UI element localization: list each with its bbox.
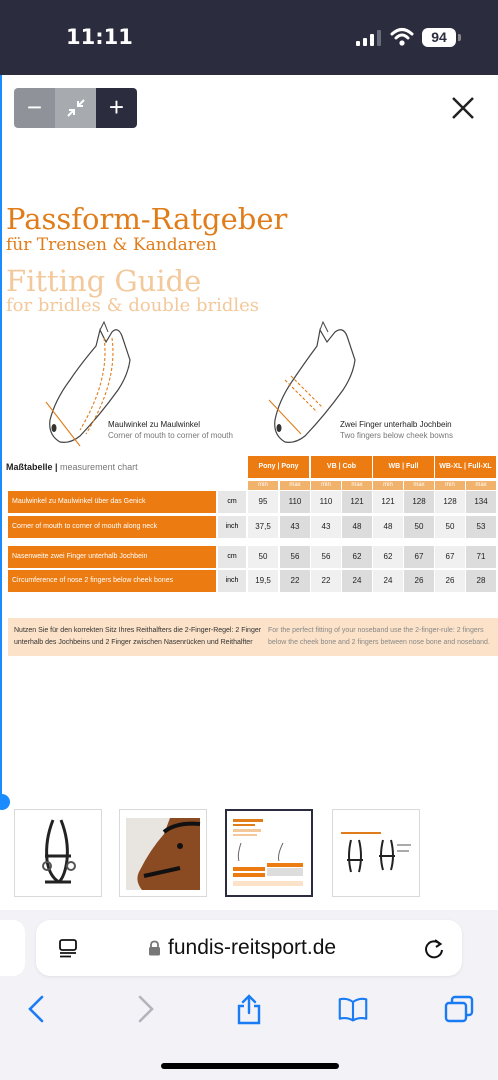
caption-2-en: Two fingers below cheek bowns	[340, 431, 453, 440]
table-cell: 67	[435, 546, 465, 568]
thumbnail-bridle[interactable]	[14, 809, 102, 897]
size-header: Pony | Pony	[248, 456, 309, 478]
guide-subtitle-en: for bridles & double bridles	[6, 295, 260, 316]
bookmarks-icon[interactable]	[338, 993, 368, 1025]
table-row-unit: cm	[218, 546, 246, 568]
battery-indicator: 94	[422, 28, 456, 47]
tabs-icon[interactable]	[444, 993, 474, 1025]
bridle-diagram-image	[333, 810, 419, 896]
caption-1-en: Corner of mouth to corner of mouth	[108, 431, 233, 440]
zoom-out-button[interactable]: −	[14, 88, 55, 128]
minmax-label: max	[342, 481, 372, 490]
table-cell: 56	[311, 546, 341, 568]
size-header: VB | Cob	[311, 456, 372, 478]
table-cell: 50	[248, 546, 278, 568]
two-finger-rule-note	[8, 618, 498, 656]
chart-subtitle: measurement chart	[60, 462, 138, 472]
table-cell: 121	[342, 491, 372, 513]
table-cell: 26	[435, 570, 465, 592]
minmax-label: min	[435, 481, 465, 490]
caption-2-de: Zwei Finger unterhalb Jochbein	[340, 420, 452, 429]
table-row-unit: cm	[218, 491, 246, 513]
minmax-label: max	[404, 481, 434, 490]
chart-title-de: Maßtabelle	[6, 462, 53, 472]
table-cell: 67	[404, 546, 434, 568]
table-cell: 37,5	[248, 516, 278, 538]
thumbnail-horse-photo[interactable]	[119, 809, 207, 897]
url-text[interactable]: fundis-reitsport.de	[168, 936, 337, 959]
status-time: 11:11	[66, 25, 133, 49]
close-icon[interactable]	[448, 93, 478, 123]
table-row-unit: inch	[218, 516, 246, 538]
wifi-icon	[390, 27, 414, 47]
table-row-label: Corner of mouth to corner of mouth along neck	[8, 516, 216, 538]
bridle-image	[15, 810, 101, 896]
forward-icon[interactable]	[130, 993, 160, 1025]
table-row-label: Maulwinkel zu Maulwinkel über das Genick	[8, 491, 216, 513]
minmax-label: min	[373, 481, 403, 490]
minmax-label: min	[248, 481, 278, 490]
home-indicator	[161, 1063, 339, 1069]
table-row-label: Nasenweite zwei Finger unterhalb Jochbein	[8, 546, 216, 568]
table-cell: 95	[248, 491, 278, 513]
fit-screen-button[interactable]	[55, 88, 96, 128]
table-cell: 43	[311, 516, 341, 538]
shrink-icon	[64, 96, 88, 120]
table-cell: 50	[435, 516, 465, 538]
table-cell: 19,5	[248, 570, 278, 592]
back-icon[interactable]	[22, 993, 52, 1025]
note-en: For the perfect fitting of your noseband use the 2-finger-rule: 2 fingers below the cheek bone and 2 fingers between nose bone and noseband.	[268, 627, 490, 646]
share-icon[interactable]	[234, 993, 264, 1025]
chart-title: Maßtabelle | measurement chart	[6, 462, 138, 472]
minmax-label: max	[280, 481, 310, 490]
table-cell: 22	[280, 570, 310, 592]
table-cell: 62	[373, 546, 403, 568]
previous-tab-pill[interactable]	[0, 920, 25, 976]
minmax-label: max	[466, 481, 496, 490]
table-row-unit: inch	[218, 570, 246, 592]
table-cell: 53	[466, 516, 496, 538]
table-cell: 110	[311, 491, 341, 513]
guide-title-de: Passform-Ratgeber	[6, 202, 288, 236]
table-cell: 24	[373, 570, 403, 592]
zoom-in-button[interactable]: +	[96, 88, 137, 128]
table-row-label: Circumference of nose 2 fingers below cheek bones	[8, 570, 216, 592]
table-cell: 50	[404, 516, 434, 538]
table-cell: 121	[373, 491, 403, 513]
table-cell: 71	[466, 546, 496, 568]
table-cell: 56	[280, 546, 310, 568]
table-cell: 110	[280, 491, 310, 513]
fitting-guide-thumbnail-image	[227, 811, 311, 895]
guide-subtitle-de: für Trensen & Kandaren	[6, 235, 217, 255]
reload-icon[interactable]	[423, 936, 445, 960]
lock-icon	[148, 940, 161, 956]
battery-nub	[458, 34, 461, 41]
horse-photo-image	[120, 810, 206, 896]
note-de: Nutzen Sie für den korrekten Sitz Ihres Reithalfters die 2-Finger-Regel: 2 Finger unterhalb des Jochbeins und 2 Finger zwischen Nasenrücken und Reithalfter	[14, 627, 262, 646]
table-cell: 22	[311, 570, 341, 592]
size-header: WB-XL | Full-XL	[435, 456, 496, 478]
table-cell: 28	[466, 570, 496, 592]
table-cell: 26	[404, 570, 434, 592]
cellular-signal-icon	[356, 30, 382, 46]
table-cell: 48	[373, 516, 403, 538]
minmax-label: min	[311, 481, 341, 490]
thumbnail-bridle-diagram[interactable]	[332, 809, 420, 897]
page-menu-icon[interactable]	[58, 938, 78, 958]
viewer-edge-line	[0, 75, 2, 802]
table-cell: 24	[342, 570, 372, 592]
table-cell: 134	[466, 491, 496, 513]
table-cell: 62	[342, 546, 372, 568]
caption-1-de: Maulwinkel zu Maulwinkel	[108, 420, 201, 429]
table-cell: 43	[280, 516, 310, 538]
size-header: WB | Full	[373, 456, 434, 478]
table-cell: 128	[404, 491, 434, 513]
guide-title-en: Fitting Guide	[6, 264, 202, 298]
thumbnail-fitting-guide[interactable]	[225, 809, 313, 897]
table-cell: 128	[435, 491, 465, 513]
table-cell: 48	[342, 516, 372, 538]
